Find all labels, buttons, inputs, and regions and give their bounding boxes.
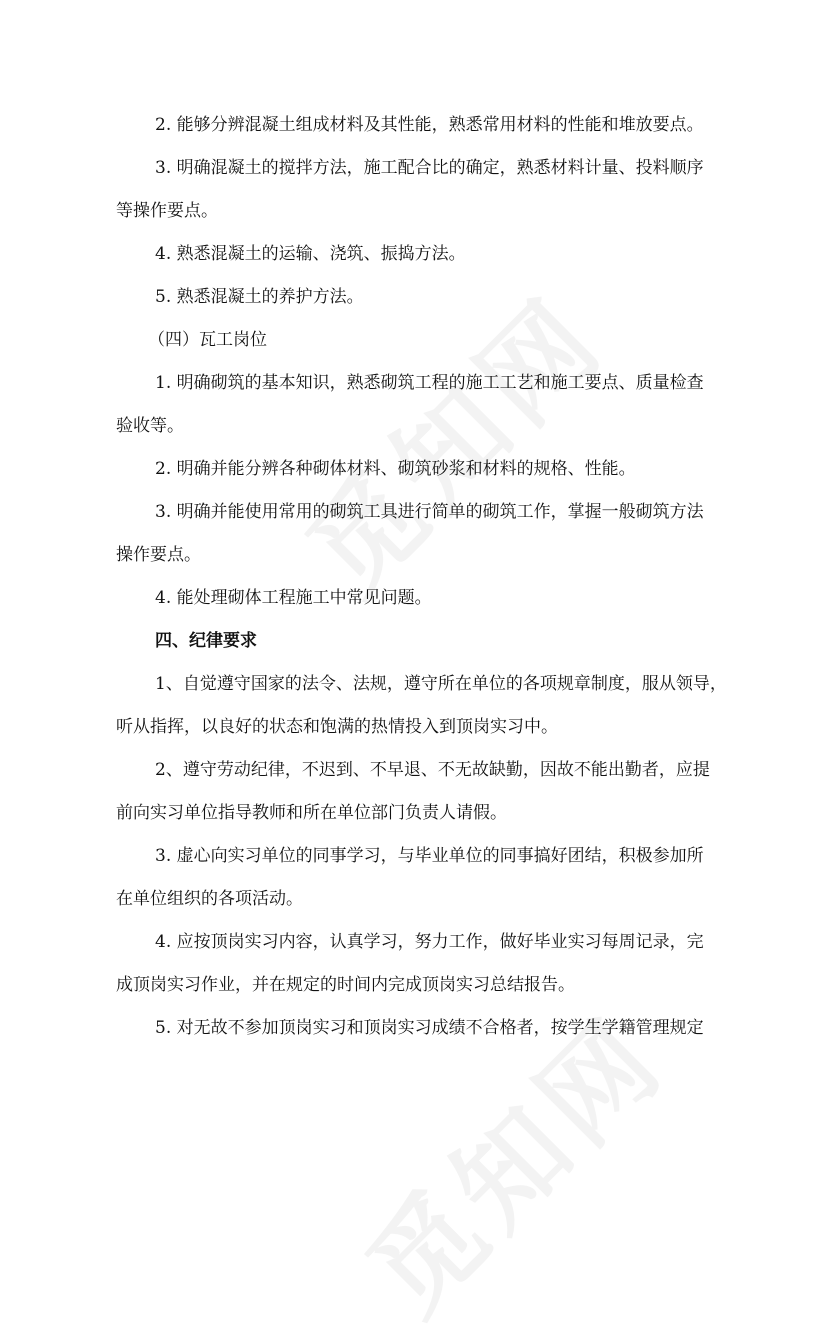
text-line: 2. 明确并能分辨各种砌体材料、砌筑砂浆和材料的规格、性能。 — [155, 459, 636, 479]
text-line: 5. 熟悉混凝土的养护方法。 — [155, 287, 364, 307]
text-line: 1. 明确砌筑的基本知识，熟悉砌筑工程的施工工艺和施工要点、质量检查 — [155, 373, 704, 393]
text-line: 3. 明确混凝土的搅拌方法，施工配合比的确定，熟悉材料计量、投料顺序 — [155, 158, 704, 178]
text-line: 在单位组织的各项活动。 — [116, 889, 303, 909]
section-heading: （四）瓦工岗位 — [148, 330, 267, 350]
text-line: 4. 应按顶岗实习内容，认真学习，努力工作，做好毕业实习每周记录，完 — [155, 932, 704, 952]
text-line: 2、遵守劳动纪律，不迟到、不早退、不无故缺勤，因故不能出勤者，应提 — [155, 760, 710, 780]
text-line: 3. 虚心向实习单位的同事学习，与毕业单位的同事搞好团结，积极参加所 — [155, 846, 704, 866]
text-line: 3. 明确并能使用常用的砌筑工具进行简单的砌筑工作，掌握一般砌筑方法 — [155, 502, 704, 522]
text-line: 2. 能够分辨混凝土组成材料及其性能，熟悉常用材料的性能和堆放要点。 — [155, 115, 704, 135]
text-line: 前向实习单位指导教师和所在单位部门负责人请假。 — [116, 803, 507, 823]
text-line: 成顶岗实习作业，并在规定的时间内完成顶岗实习总结报告。 — [116, 975, 575, 995]
text-line: 听从指挥，以良好的状态和饱满的热情投入到顶岗实习中。 — [116, 717, 558, 737]
text-line: 4. 能处理砌体工程施工中常见问题。 — [155, 588, 432, 608]
text-line: 操作要点。 — [116, 545, 201, 565]
text-line: 等操作要点。 — [116, 201, 218, 221]
text-line: 4. 熟悉混凝土的运输、浇筑、振捣方法。 — [155, 244, 466, 264]
text-line: 验收等。 — [116, 416, 184, 436]
text-line: 1、自觉遵守国家的法令、法规，遵守所在单位的各项规章制度，服从领导， — [155, 674, 727, 694]
section-heading: 四、纪律要求 — [155, 631, 257, 651]
text-line: 5. 对无故不参加顶岗实习和顶岗实习成绩不合格者，按学生学籍管理规定 — [155, 1018, 704, 1038]
